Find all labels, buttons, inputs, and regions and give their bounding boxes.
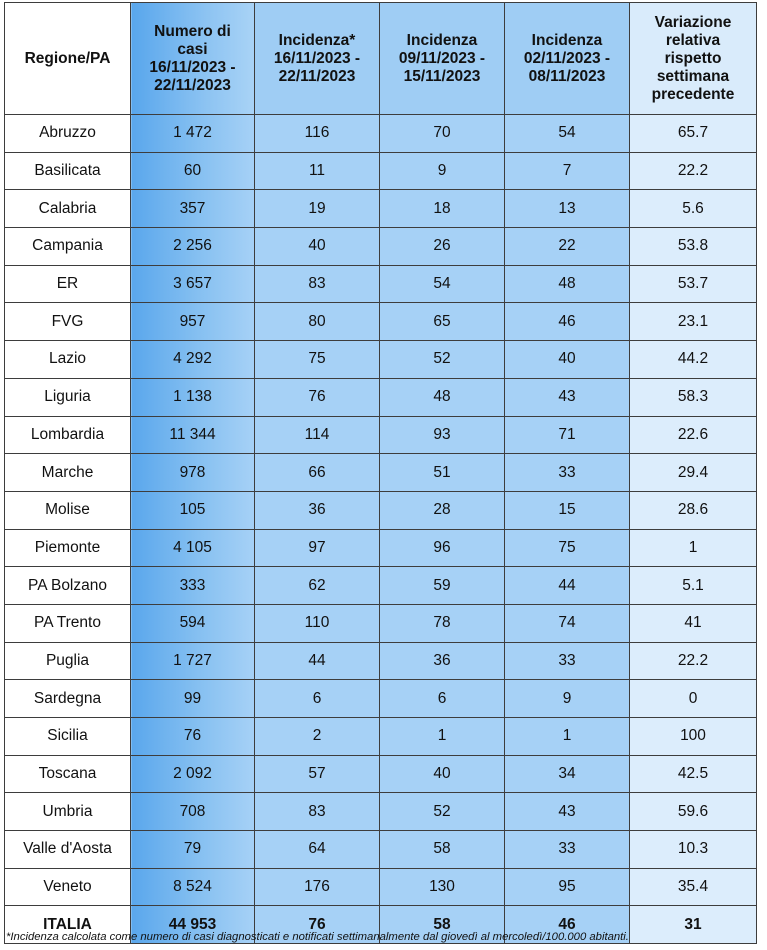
cell-variation: 5.1: [630, 567, 757, 605]
table-row: [5, 416, 757, 454]
footnote: *Incidenza calcolata come numero di casi diagnosticati e notificati settimanalmente dal giovedì al mercoledì/100.000 abitanti.: [6, 931, 629, 943]
cell-cases: 1 727: [131, 642, 255, 680]
cell-cases: 76: [131, 718, 255, 756]
cell-incidence-prev1: 70: [380, 115, 505, 153]
cell-cases: 3 657: [131, 265, 255, 303]
cell-variation: 44.2: [630, 341, 757, 379]
cell-variation: 5.6: [630, 190, 757, 228]
cell-incidence-prev1: 9: [380, 152, 505, 190]
header-incidence-prev2: Incidenza 02/11/2023 - 08/11/2023: [505, 3, 630, 115]
cell-region: Sardegna: [5, 680, 131, 718]
table-row: [5, 341, 757, 379]
cell-incidence-current: 19: [255, 190, 380, 228]
cell-incidence-prev2: 43: [505, 378, 630, 416]
cell-incidence-current: 76: [255, 378, 380, 416]
cell-cases: 333: [131, 567, 255, 605]
cell-incidence-prev1: 28: [380, 491, 505, 529]
cell-region: ITALIA: [5, 906, 131, 944]
cell-region: Marche: [5, 454, 131, 492]
cell-region: Abruzzo: [5, 115, 131, 153]
cell-incidence-prev1: 36: [380, 642, 505, 680]
table-row: [5, 755, 757, 793]
cell-incidence-current: 11: [255, 152, 380, 190]
cell-incidence-prev2: 46: [505, 303, 630, 341]
cell-incidence-prev1: 6: [380, 680, 505, 718]
cell-incidence-current: 97: [255, 529, 380, 567]
cell-incidence-prev1: 52: [380, 341, 505, 379]
cell-incidence-prev1: 18: [380, 190, 505, 228]
cell-incidence-prev1: 51: [380, 454, 505, 492]
cell-incidence-prev1: 96: [380, 529, 505, 567]
cell-incidence-prev2: 43: [505, 793, 630, 831]
cell-variation: 28.6: [630, 491, 757, 529]
cell-cases: 105: [131, 491, 255, 529]
cell-incidence-current: 76: [255, 906, 380, 944]
table-row: [5, 567, 757, 605]
cell-incidence-prev2: 22: [505, 228, 630, 266]
table-row: [5, 265, 757, 303]
cell-incidence-prev1: 65: [380, 303, 505, 341]
cell-incidence-prev2: 40: [505, 341, 630, 379]
cell-cases: 99: [131, 680, 255, 718]
cell-cases: 79: [131, 831, 255, 869]
cell-incidence-prev2: 48: [505, 265, 630, 303]
cell-cases: 4 292: [131, 341, 255, 379]
cell-incidence-current: 36: [255, 491, 380, 529]
cell-cases: 2 256: [131, 228, 255, 266]
header-incidence-prev1: Incidenza 09/11/2023 - 15/11/2023: [380, 3, 505, 115]
table-row: [5, 680, 757, 718]
incidence-table: [4, 2, 757, 944]
cell-incidence-prev2: 33: [505, 642, 630, 680]
cell-incidence-prev2: 33: [505, 831, 630, 869]
table-row: [5, 868, 757, 906]
cell-region: Calabria: [5, 190, 131, 228]
cell-region: ER: [5, 265, 131, 303]
table-row: [5, 718, 757, 756]
cell-incidence-prev2: 95: [505, 868, 630, 906]
cell-incidence-prev1: 26: [380, 228, 505, 266]
table-row: [5, 529, 757, 567]
cell-incidence-prev1: 40: [380, 755, 505, 793]
cell-incidence-current: 40: [255, 228, 380, 266]
cell-variation: 53.7: [630, 265, 757, 303]
cell-incidence-current: 114: [255, 416, 380, 454]
cell-cases: 1 472: [131, 115, 255, 153]
cell-variation: 31: [630, 906, 757, 944]
cell-incidence-prev1: 48: [380, 378, 505, 416]
cell-incidence-prev1: 130: [380, 868, 505, 906]
table-body: [5, 115, 757, 944]
cell-incidence-prev2: 54: [505, 115, 630, 153]
cell-cases: 44 953: [131, 906, 255, 944]
cell-incidence-prev2: 74: [505, 604, 630, 642]
cell-region: Lombardia: [5, 416, 131, 454]
cell-incidence-current: 116: [255, 115, 380, 153]
cell-incidence-current: 66: [255, 454, 380, 492]
cell-region: Toscana: [5, 755, 131, 793]
table-row: [5, 115, 757, 153]
cell-incidence-prev2: 44: [505, 567, 630, 605]
cell-incidence-prev1: 78: [380, 604, 505, 642]
cell-cases: 594: [131, 604, 255, 642]
cell-cases: 357: [131, 190, 255, 228]
cell-variation: 22.6: [630, 416, 757, 454]
cell-region: Molise: [5, 491, 131, 529]
cell-incidence-prev1: 58: [380, 831, 505, 869]
cell-incidence-prev2: 9: [505, 680, 630, 718]
cell-region: Piemonte: [5, 529, 131, 567]
incidence-table-container: [4, 2, 756, 944]
cell-cases: 978: [131, 454, 255, 492]
cell-incidence-prev2: 34: [505, 755, 630, 793]
cell-variation: 53.8: [630, 228, 757, 266]
cell-incidence-current: 2: [255, 718, 380, 756]
cell-region: FVG: [5, 303, 131, 341]
cell-variation: 100: [630, 718, 757, 756]
cell-incidence-current: 44: [255, 642, 380, 680]
cell-variation: 42.5: [630, 755, 757, 793]
cell-incidence-prev2: 13: [505, 190, 630, 228]
table-row: [5, 491, 757, 529]
header-region: Regione/PA: [5, 3, 131, 115]
header-cases: Numero di casi 16/11/2023 - 22/11/2023: [131, 3, 255, 115]
table-row: [5, 831, 757, 869]
table-row: [5, 378, 757, 416]
cell-cases: 2 092: [131, 755, 255, 793]
table-row: [5, 793, 757, 831]
cell-region: Campania: [5, 228, 131, 266]
cell-cases: 708: [131, 793, 255, 831]
cell-variation: 41: [630, 604, 757, 642]
cell-incidence-prev2: 46: [505, 906, 630, 944]
cell-cases: 4 105: [131, 529, 255, 567]
cell-region: PA Trento: [5, 604, 131, 642]
cell-variation: 58.3: [630, 378, 757, 416]
cell-incidence-prev1: 54: [380, 265, 505, 303]
cell-incidence-current: 83: [255, 265, 380, 303]
cell-incidence-prev1: 93: [380, 416, 505, 454]
cell-region: Valle d'Aosta: [5, 831, 131, 869]
cell-incidence-prev2: 33: [505, 454, 630, 492]
cell-variation: 0: [630, 680, 757, 718]
cell-incidence-prev1: 1: [380, 718, 505, 756]
cell-variation: 23.1: [630, 303, 757, 341]
cell-variation: 65.7: [630, 115, 757, 153]
table-row: [5, 604, 757, 642]
table-row: [5, 228, 757, 266]
cell-incidence-current: 75: [255, 341, 380, 379]
cell-incidence-prev2: 71: [505, 416, 630, 454]
cell-incidence-current: 80: [255, 303, 380, 341]
table-row: [5, 190, 757, 228]
cell-region: Puglia: [5, 642, 131, 680]
cell-variation: 59.6: [630, 793, 757, 831]
cell-variation: 29.4: [630, 454, 757, 492]
cell-incidence-current: 64: [255, 831, 380, 869]
cell-incidence-prev2: 1: [505, 718, 630, 756]
cell-incidence-current: 6: [255, 680, 380, 718]
cell-variation: 22.2: [630, 642, 757, 680]
cell-cases: 60: [131, 152, 255, 190]
cell-region: Lazio: [5, 341, 131, 379]
cell-region: Umbria: [5, 793, 131, 831]
cell-region: PA Bolzano: [5, 567, 131, 605]
cell-incidence-current: 83: [255, 793, 380, 831]
cell-incidence-prev2: 75: [505, 529, 630, 567]
cell-incidence-current: 110: [255, 604, 380, 642]
cell-region: Sicilia: [5, 718, 131, 756]
cell-incidence-prev1: 59: [380, 567, 505, 605]
cell-variation: 35.4: [630, 868, 757, 906]
cell-variation: 10.3: [630, 831, 757, 869]
cell-cases: 957: [131, 303, 255, 341]
header-incidence-current: Incidenza* 16/11/2023 - 22/11/2023: [255, 3, 380, 115]
cell-cases: 11 344: [131, 416, 255, 454]
cell-cases: 8 524: [131, 868, 255, 906]
cell-incidence-current: 176: [255, 868, 380, 906]
cell-incidence-prev1: 58: [380, 906, 505, 944]
table-row: [5, 152, 757, 190]
cell-region: Liguria: [5, 378, 131, 416]
table-row: [5, 454, 757, 492]
header-variation: Variazione relativa rispetto settimana precedente: [630, 3, 757, 115]
cell-cases: 1 138: [131, 378, 255, 416]
cell-incidence-prev2: 7: [505, 152, 630, 190]
cell-region: Basilicata: [5, 152, 131, 190]
cell-region: Veneto: [5, 868, 131, 906]
cell-variation: 22.2: [630, 152, 757, 190]
cell-incidence-current: 62: [255, 567, 380, 605]
cell-incidence-prev2: 15: [505, 491, 630, 529]
cell-incidence-prev1: 52: [380, 793, 505, 831]
cell-variation: 1: [630, 529, 757, 567]
cell-incidence-current: 57: [255, 755, 380, 793]
table-row: [5, 642, 757, 680]
table-row: [5, 303, 757, 341]
table-header-row: [5, 3, 757, 115]
